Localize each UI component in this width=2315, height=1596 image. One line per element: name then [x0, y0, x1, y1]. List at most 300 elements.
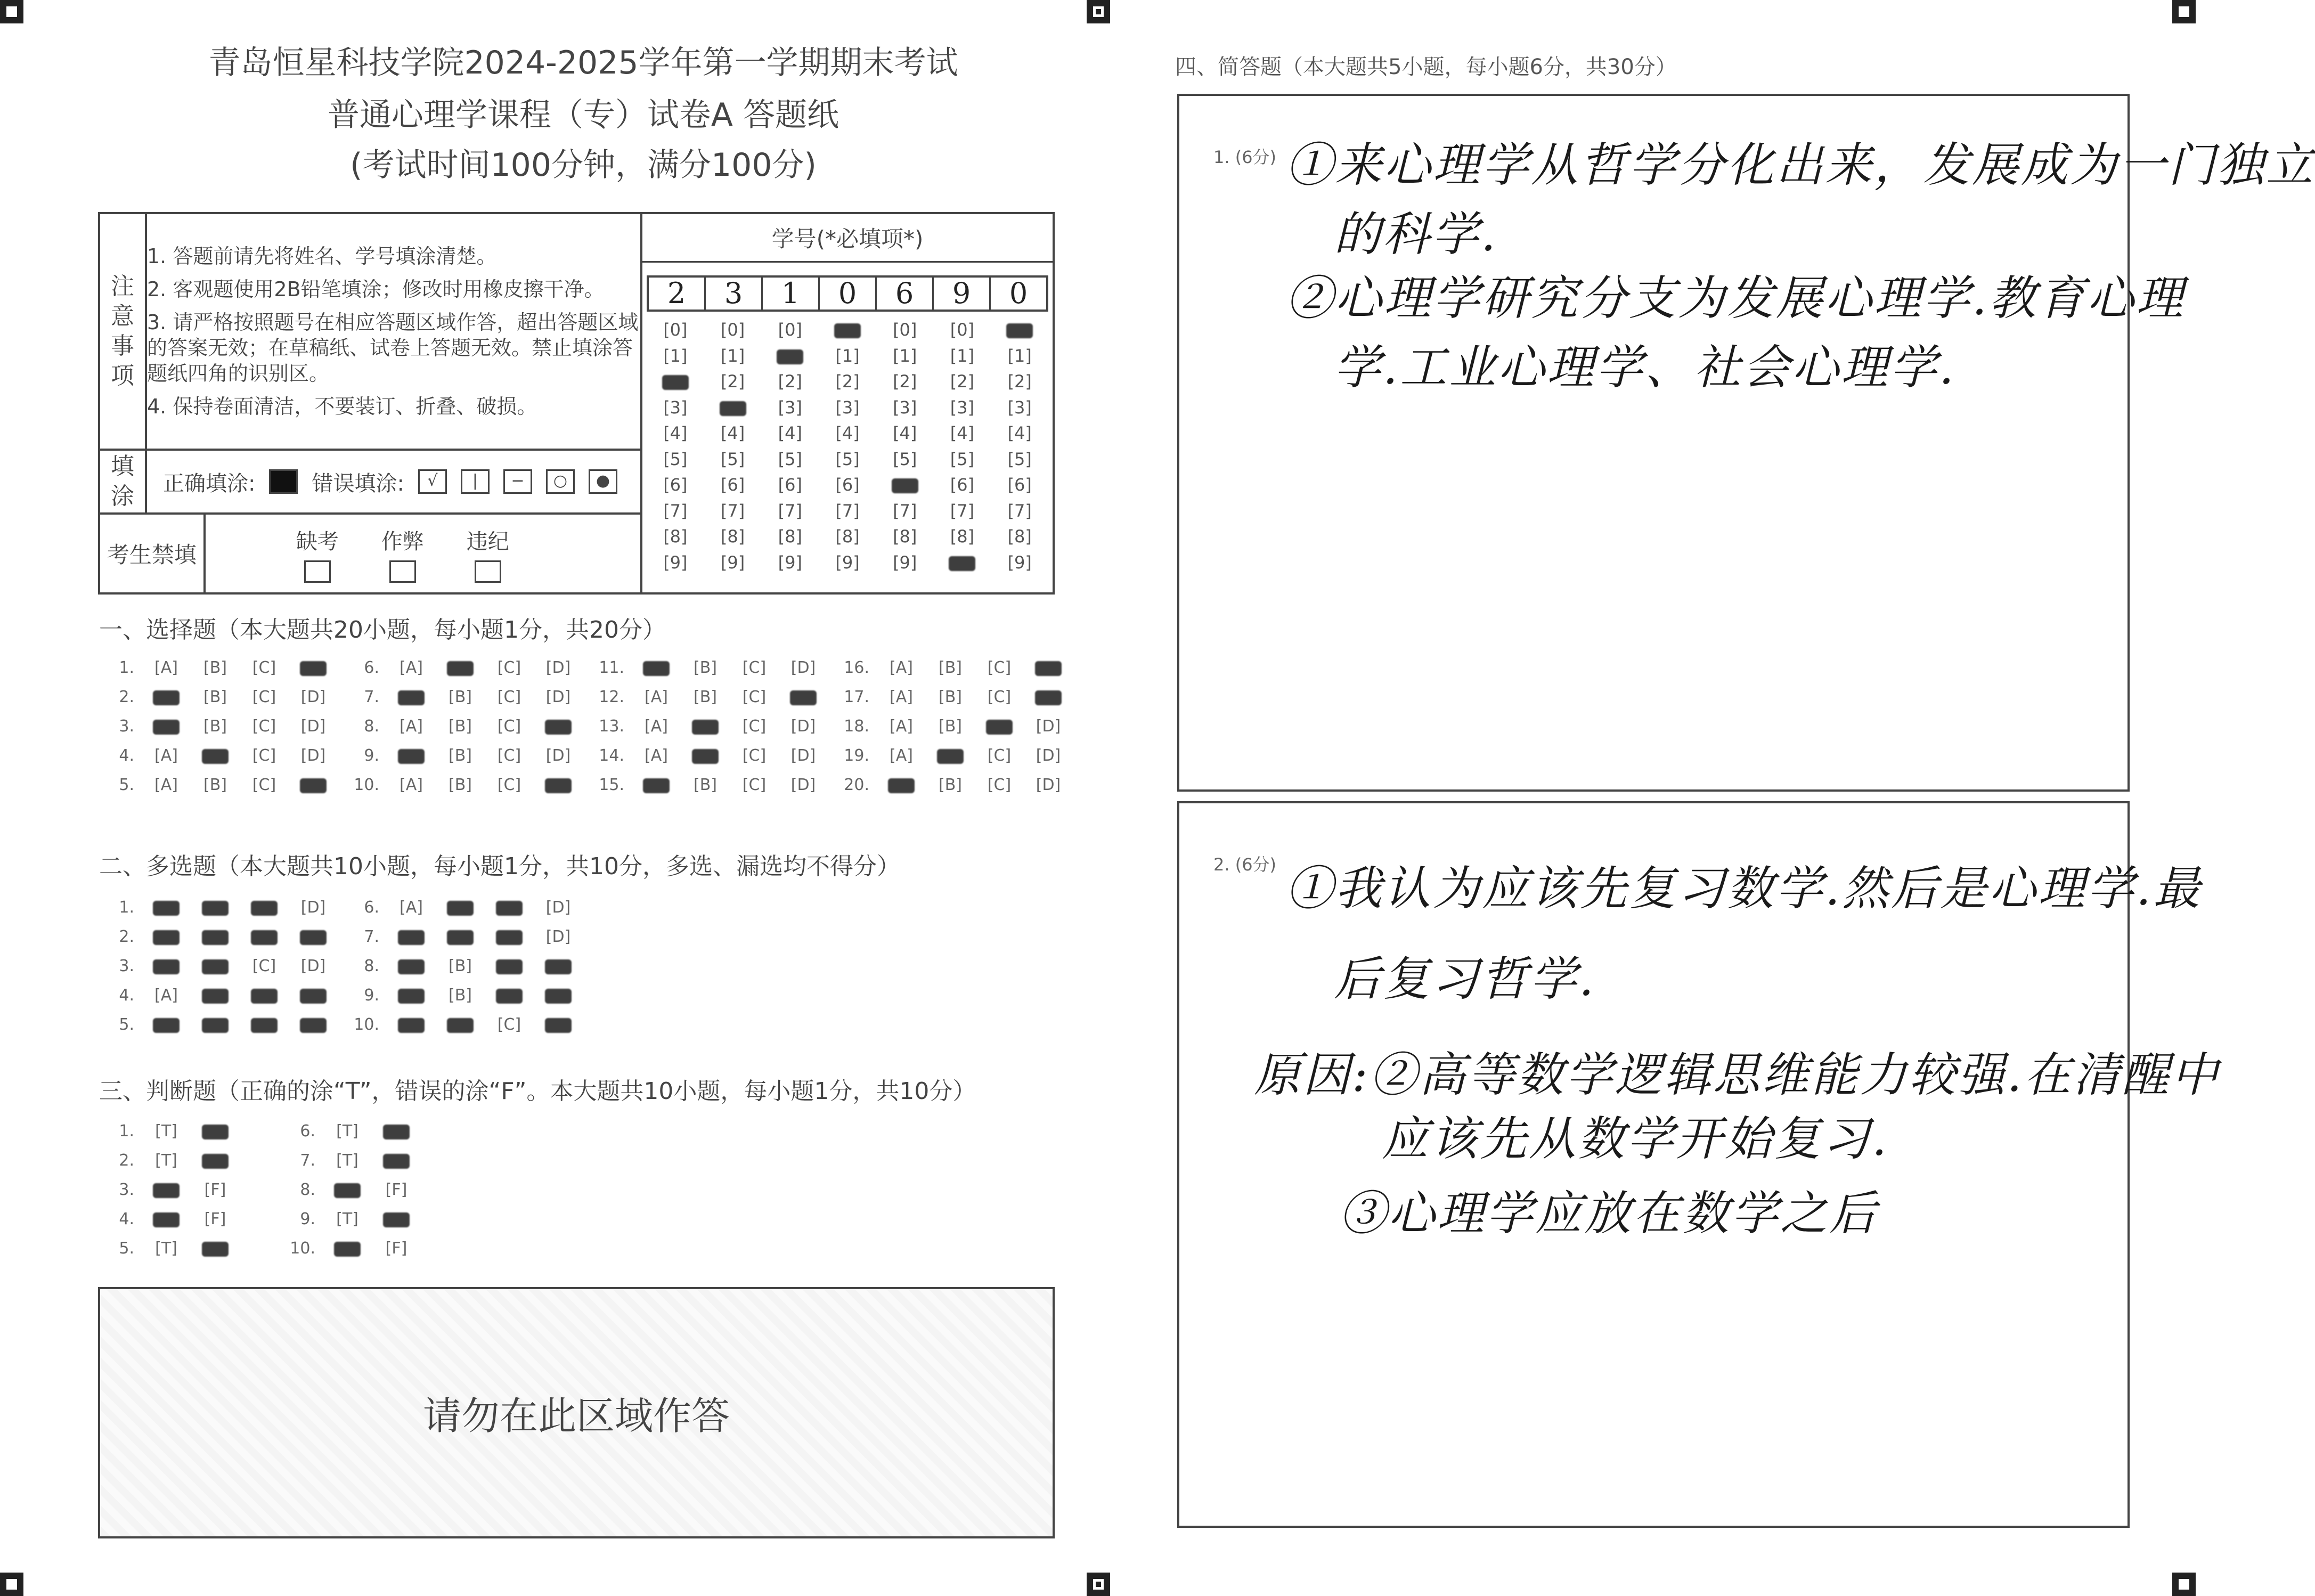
- option-bubble-filled[interactable]: [436, 1010, 485, 1039]
- notice-label: 注意事项: [99, 213, 146, 450]
- option-bubble-filled[interactable]: [436, 922, 485, 951]
- option-bubble[interactable]: [F]: [385, 1180, 407, 1199]
- option-bubble[interactable]: [D]: [545, 746, 571, 765]
- option-bubble[interactable]: [B]: [939, 688, 962, 706]
- option-bubble[interactable]: [D]: [1036, 746, 1061, 765]
- option-bubble-filled[interactable]: [436, 893, 485, 922]
- student-id-bubble[interactable]: [9]: [893, 552, 917, 573]
- student-id-bubble[interactable]: [2]: [835, 371, 860, 392]
- multi-choice-question: [346, 1010, 575, 1039]
- single-choice-question: [346, 770, 575, 800]
- student-id-bubble[interactable]: [8]: [893, 526, 917, 547]
- option-bubble-filled[interactable]: [681, 712, 730, 741]
- option-bubble[interactable]: [B]: [449, 746, 472, 765]
- option-bubble[interactable]: [A]: [400, 898, 423, 917]
- option-bubble-filled[interactable]: [323, 1234, 372, 1263]
- option-bubble-filled[interactable]: [975, 712, 1024, 741]
- option-bubble[interactable]: [F]: [204, 1180, 226, 1199]
- option-bubble[interactable]: [A]: [890, 658, 913, 677]
- question-number: 9.: [364, 986, 379, 1005]
- student-id-bubble[interactable]: [6]: [950, 475, 975, 495]
- option-bubble[interactable]: [D]: [545, 898, 571, 917]
- option-bubble[interactable]: [B]: [203, 717, 227, 736]
- student-id-bubble[interactable]: [7]: [778, 500, 802, 521]
- student-id-bubble[interactable]: [3]: [1007, 397, 1032, 418]
- student-id-bubble[interactable]: [1]: [950, 345, 975, 366]
- option-bubble[interactable]: [T]: [336, 1151, 358, 1170]
- fill-mark: [643, 778, 670, 793]
- student-id-bubble[interactable]: [9]: [835, 552, 860, 573]
- option-bubble[interactable]: [C]: [987, 746, 1012, 765]
- option-bubble-filled[interactable]: [534, 981, 583, 1010]
- student-id-bubble[interactable]: [4]: [778, 423, 802, 443]
- student-id-bubble[interactable]: [1]: [663, 345, 688, 366]
- single-choice-question: [836, 770, 1065, 800]
- student-id-bubble[interactable]: [2]: [893, 371, 917, 392]
- fill-mark: [334, 1242, 361, 1257]
- option-bubble-filled[interactable]: [142, 712, 191, 741]
- option-bubble[interactable]: [C]: [987, 658, 1012, 677]
- notice-item: 2. 客观题使用2B铅笔填涂；修改时用橡皮擦干净。: [147, 278, 605, 301]
- option-bubble[interactable]: [D]: [545, 658, 571, 677]
- option-bubble-filled[interactable]: [191, 1117, 240, 1146]
- option-bubble-filled[interactable]: [191, 1234, 240, 1263]
- option-bubble-filled[interactable]: [191, 1146, 240, 1175]
- student-id-digit[interactable]: 9: [934, 278, 991, 310]
- student-id-bubble[interactable]: [4]: [720, 423, 745, 443]
- student-id-bubble[interactable]: [7]: [1007, 500, 1032, 521]
- option-bubble[interactable]: [A]: [890, 746, 913, 765]
- student-id-bubble[interactable]: [8]: [1007, 526, 1032, 547]
- option-bubble[interactable]: [C]: [742, 717, 767, 736]
- student-id-digit[interactable]: 3: [706, 278, 763, 310]
- option-bubble[interactable]: [A]: [154, 776, 178, 794]
- option-bubble-filled[interactable]: [372, 1204, 421, 1234]
- option-bubble[interactable]: [C]: [252, 658, 276, 677]
- option-bubble[interactable]: [D]: [300, 717, 326, 736]
- student-id-bubble[interactable]: [1]: [1007, 345, 1032, 366]
- option-bubble-filled[interactable]: [387, 922, 436, 951]
- student-id-bubble[interactable]: [7]: [835, 500, 860, 521]
- option-bubble[interactable]: [B]: [203, 688, 227, 706]
- option-bubble[interactable]: [T]: [155, 1122, 177, 1141]
- student-id-bubble[interactable]: [9]: [663, 552, 688, 573]
- student-id-bubble-filled[interactable]: [934, 550, 991, 576]
- student-id-digit[interactable]: 6: [877, 278, 934, 310]
- question-number: 18.: [844, 717, 869, 736]
- student-id-bubble[interactable]: [4]: [663, 423, 688, 443]
- fill-mark: [447, 930, 474, 945]
- student-id-bubble[interactable]: [7]: [663, 500, 688, 521]
- student-id-bubble-filled[interactable]: [991, 317, 1048, 343]
- question-number: 15.: [599, 776, 624, 794]
- student-id-bubble[interactable]: [4]: [950, 423, 975, 443]
- option-bubble[interactable]: [A]: [400, 776, 423, 794]
- option-bubble[interactable]: [C]: [742, 658, 767, 677]
- option-bubble-filled[interactable]: [534, 951, 583, 981]
- option-bubble[interactable]: [C]: [497, 746, 521, 765]
- student-id-bubble[interactable]: [8]: [720, 526, 745, 547]
- student-id-bubble[interactable]: [5]: [720, 449, 745, 469]
- option-bubble-filled[interactable]: [372, 1117, 421, 1146]
- single-choice-question: [591, 682, 820, 712]
- option-bubble-filled[interactable]: [142, 922, 191, 951]
- student-id-bubble[interactable]: [4]: [835, 423, 860, 443]
- student-id-bubble[interactable]: [0]: [720, 320, 745, 340]
- option-bubble[interactable]: [A]: [645, 688, 668, 706]
- answer-box-q1[interactable]: [1177, 94, 2315, 792]
- single-choice-question: [591, 712, 820, 741]
- option-bubble-filled[interactable]: [142, 893, 191, 922]
- option-bubble[interactable]: [D]: [1036, 717, 1061, 736]
- student-id-bubble[interactable]: [2]: [1007, 371, 1032, 392]
- fill-mark: [892, 478, 918, 493]
- option-bubble[interactable]: [D]: [790, 746, 816, 765]
- single-choice-question: [346, 712, 575, 741]
- question-number: 2.: [119, 927, 134, 946]
- option-bubble[interactable]: [D]: [790, 717, 816, 736]
- fill-mark: [398, 959, 425, 974]
- question-number: 11.: [599, 658, 624, 677]
- student-id-bubble[interactable]: [8]: [663, 526, 688, 547]
- cheating-option[interactable]: 作弊: [381, 525, 424, 583]
- option-bubble[interactable]: [A]: [154, 746, 178, 765]
- option-bubble[interactable]: [B]: [449, 776, 472, 794]
- student-id-bubble[interactable]: [5]: [663, 449, 688, 469]
- student-id-bubble[interactable]: [3]: [663, 397, 688, 418]
- option-bubble-filled[interactable]: [1024, 653, 1073, 682]
- option-bubble[interactable]: [A]: [890, 717, 913, 736]
- option-bubble[interactable]: [D]: [300, 898, 326, 917]
- question-number: 6.: [364, 898, 379, 917]
- option-bubble-filled[interactable]: [485, 981, 534, 1010]
- option-bubble-filled[interactable]: [387, 951, 436, 981]
- info-table: [98, 212, 1055, 595]
- student-id-bubble-filled[interactable]: [876, 472, 934, 498]
- fill-mark: [300, 778, 327, 793]
- option-bubble-filled[interactable]: [387, 741, 436, 770]
- option-bubble-filled[interactable]: [142, 1204, 191, 1234]
- section3-answer-grid: [101, 1117, 447, 1263]
- option-bubble-filled[interactable]: [142, 1010, 191, 1039]
- student-id-title: 学号(*必填项*): [642, 214, 1053, 263]
- fill-mark: [202, 989, 229, 1004]
- fill-mark: [777, 349, 803, 364]
- option-bubble-filled[interactable]: [387, 682, 436, 712]
- option-bubble-filled[interactable]: [289, 981, 338, 1010]
- q2-handwriting-line: ①我认为应该先复习数学.然后是心理学.最: [1286, 861, 2202, 916]
- option-bubble[interactable]: [D]: [545, 927, 571, 946]
- corner-marker-bottom-right: [2172, 1573, 2196, 1596]
- true-false-question: [101, 1117, 266, 1146]
- option-bubble-filled[interactable]: [240, 1010, 289, 1039]
- true-false-question: [282, 1204, 447, 1234]
- student-id-bubble-filled[interactable]: [819, 317, 876, 343]
- option-bubble-filled[interactable]: [485, 922, 534, 951]
- correct-fill-example: [269, 469, 298, 494]
- option-bubble[interactable]: [C]: [497, 717, 521, 736]
- fill-mark: [153, 1212, 180, 1227]
- student-id-bubble[interactable]: [3]: [893, 397, 917, 418]
- option-bubble[interactable]: [A]: [154, 986, 178, 1005]
- violation-option[interactable]: 违纪: [467, 525, 509, 583]
- fill-mark: [251, 930, 278, 945]
- single-choice-question: [836, 653, 1065, 682]
- option-bubble-filled[interactable]: [534, 712, 583, 741]
- option-bubble[interactable]: [T]: [336, 1210, 358, 1228]
- no-answer-zone: 请勿在此区域作答: [98, 1287, 1055, 1538]
- fill-mark: [398, 690, 425, 705]
- student-id-bubble[interactable]: [6]: [778, 475, 802, 495]
- option-bubble[interactable]: [A]: [645, 717, 668, 736]
- single-choice-question: [101, 770, 330, 800]
- q2-handwriting-line: 原因:②高等数学逻辑思维能力较强.在清醒中: [1254, 1047, 2220, 1102]
- student-id-bubble[interactable]: [2]: [720, 371, 745, 392]
- option-bubble-filled[interactable]: [534, 770, 583, 800]
- option-bubble-filled[interactable]: [191, 981, 240, 1010]
- option-bubble[interactable]: [B]: [203, 658, 227, 677]
- option-bubble[interactable]: [D]: [790, 776, 816, 794]
- option-bubble-filled[interactable]: [779, 682, 828, 712]
- single-choice-question: [591, 741, 820, 770]
- option-bubble-filled[interactable]: [485, 951, 534, 981]
- fill-mark: [153, 901, 180, 916]
- student-id-bubble[interactable]: [0]: [950, 320, 975, 340]
- option-bubble-filled[interactable]: [240, 893, 289, 922]
- answer-box-q2[interactable]: [1177, 801, 2220, 1528]
- option-bubble[interactable]: [B]: [449, 717, 472, 736]
- option-bubble-filled[interactable]: [289, 653, 338, 682]
- option-bubble[interactable]: [A]: [400, 658, 423, 677]
- option-bubble-filled[interactable]: [926, 741, 975, 770]
- examiner-only-label: 考生禁填: [99, 514, 205, 593]
- option-bubble[interactable]: [D]: [1036, 776, 1061, 794]
- option-bubble-filled[interactable]: [289, 922, 338, 951]
- option-bubble-filled[interactable]: [372, 1146, 421, 1175]
- option-bubble-filled[interactable]: [632, 770, 681, 800]
- student-id-bubble[interactable]: [1]: [893, 345, 917, 366]
- option-bubble-filled[interactable]: [191, 741, 240, 770]
- student-id-bubble[interactable]: [0]: [663, 320, 688, 340]
- option-bubble-filled[interactable]: [191, 1010, 240, 1039]
- student-id-bubble[interactable]: [1]: [720, 345, 745, 366]
- option-bubble[interactable]: [C]: [497, 776, 521, 794]
- fill-mark: [496, 901, 523, 916]
- student-id-bubble[interactable]: [0]: [778, 320, 802, 340]
- option-bubble-filled[interactable]: [191, 893, 240, 922]
- student-id-bubble-filled[interactable]: [647, 369, 704, 395]
- question-number: 5.: [119, 776, 134, 794]
- student-id-bubble[interactable]: [4]: [1007, 423, 1032, 443]
- option-bubble[interactable]: [C]: [252, 957, 276, 975]
- student-id-digit[interactable]: 1: [763, 278, 820, 310]
- student-id-bubble[interactable]: [9]: [778, 552, 802, 573]
- fill-mark: [251, 901, 278, 916]
- option-bubble[interactable]: [B]: [939, 717, 962, 736]
- absent-option[interactable]: 缺考: [296, 525, 339, 583]
- student-id-bubble[interactable]: [8]: [835, 526, 860, 547]
- q1-handwriting-line: ②心理学研究分支为发展心理学.教育心理: [1286, 271, 2185, 325]
- option-bubble-filled[interactable]: [323, 1175, 372, 1204]
- student-id-digit[interactable]: 0: [820, 278, 877, 310]
- option-bubble[interactable]: [B]: [694, 776, 717, 794]
- option-bubble[interactable]: [A]: [400, 717, 423, 736]
- student-id-bubble[interactable]: [6]: [835, 475, 860, 495]
- option-bubble[interactable]: [B]: [449, 957, 472, 975]
- question-number: 7.: [300, 1151, 315, 1170]
- option-bubble[interactable]: [B]: [939, 776, 962, 794]
- option-bubble[interactable]: [A]: [645, 746, 668, 765]
- option-bubble-filled[interactable]: [142, 682, 191, 712]
- student-id-bubble[interactable]: [7]: [893, 500, 917, 521]
- option-bubble[interactable]: [B]: [203, 776, 227, 794]
- option-bubble[interactable]: [T]: [155, 1151, 177, 1170]
- option-bubble[interactable]: [C]: [497, 1015, 521, 1034]
- fill-mark: [447, 661, 474, 676]
- student-id-bubble[interactable]: [5]: [778, 449, 802, 469]
- fill-mark: [202, 749, 229, 764]
- option-bubble[interactable]: [F]: [385, 1239, 407, 1258]
- option-bubble[interactable]: [B]: [694, 658, 717, 677]
- student-id-bubble[interactable]: [9]: [1007, 552, 1032, 573]
- option-bubble[interactable]: [D]: [300, 746, 326, 765]
- student-id-bubble[interactable]: [5]: [1007, 449, 1032, 469]
- option-bubble[interactable]: [A]: [890, 688, 913, 706]
- student-id-bubble[interactable]: [0]: [893, 320, 917, 340]
- option-bubble-filled[interactable]: [289, 770, 338, 800]
- option-bubble[interactable]: [B]: [449, 688, 472, 706]
- option-bubble[interactable]: [D]: [300, 957, 326, 975]
- fill-mark: [398, 749, 425, 764]
- student-id-bubble-column: [761, 317, 819, 575]
- student-id-bubble[interactable]: [1]: [835, 345, 860, 366]
- fill-mark: [153, 1018, 180, 1033]
- option-bubble-filled[interactable]: [289, 1010, 338, 1039]
- student-id-bubble[interactable]: [2]: [778, 371, 802, 392]
- student-id-bubble[interactable]: [2]: [950, 371, 975, 392]
- option-bubble[interactable]: [C]: [742, 746, 767, 765]
- student-id-bubble[interactable]: [6]: [1007, 475, 1032, 495]
- option-bubble[interactable]: [C]: [987, 776, 1012, 794]
- option-bubble[interactable]: [F]: [204, 1210, 226, 1228]
- student-id-bubble[interactable]: [8]: [778, 526, 802, 547]
- option-bubble-filled[interactable]: [240, 981, 289, 1010]
- option-bubble[interactable]: [C]: [497, 688, 521, 706]
- student-id-bubble[interactable]: [7]: [720, 500, 745, 521]
- student-id-bubble[interactable]: [7]: [950, 500, 975, 521]
- student-id-bubble[interactable]: [5]: [835, 449, 860, 469]
- fill-mark: [496, 989, 523, 1004]
- option-bubble[interactable]: [T]: [155, 1239, 177, 1258]
- question-number: 4.: [119, 746, 134, 765]
- option-bubble-filled[interactable]: [877, 770, 926, 800]
- option-bubble[interactable]: [C]: [252, 776, 276, 794]
- student-id-bubble-column: [647, 317, 704, 575]
- multi-choice-question: [101, 951, 330, 981]
- fill-mark: [545, 720, 572, 735]
- student-id-panel: [641, 213, 1054, 593]
- true-false-question: [282, 1117, 447, 1146]
- corner-marker-top-center: [1087, 0, 1110, 23]
- question-number: 19.: [844, 746, 869, 765]
- fill-mark: [447, 901, 474, 916]
- option-bubble-filled[interactable]: [387, 1010, 436, 1039]
- option-bubble[interactable]: [C]: [742, 776, 767, 794]
- student-id-bubble[interactable]: [5]: [893, 449, 917, 469]
- option-bubble[interactable]: [C]: [497, 658, 521, 677]
- option-bubble-filled[interactable]: [632, 653, 681, 682]
- option-bubble-filled[interactable]: [191, 922, 240, 951]
- fill-mark: [1035, 661, 1062, 676]
- student-id-bubble[interactable]: [6]: [663, 475, 688, 495]
- option-bubble[interactable]: [D]: [300, 688, 326, 706]
- student-id-bubble-filled[interactable]: [704, 395, 762, 421]
- option-bubble-filled[interactable]: [387, 981, 436, 1010]
- student-id-bubble-filled[interactable]: [761, 343, 819, 369]
- option-bubble[interactable]: [A]: [154, 658, 178, 677]
- q2-handwriting-line: 应该先从数学开始复习.: [1382, 1111, 1889, 1166]
- option-bubble[interactable]: [B]: [939, 658, 962, 677]
- option-bubble-filled[interactable]: [681, 741, 730, 770]
- student-id-bubble[interactable]: [3]: [778, 397, 802, 418]
- option-bubble[interactable]: [C]: [742, 688, 767, 706]
- option-bubble[interactable]: [C]: [252, 746, 276, 765]
- fill-mark: [398, 989, 425, 1004]
- option-bubble[interactable]: [C]: [252, 688, 276, 706]
- option-bubble-filled[interactable]: [485, 893, 534, 922]
- option-bubble[interactable]: [C]: [987, 688, 1012, 706]
- wrong-fill-label: 错误填涂:: [312, 471, 404, 496]
- option-bubble[interactable]: [B]: [694, 688, 717, 706]
- option-bubble-filled[interactable]: [240, 922, 289, 951]
- option-bubble[interactable]: [C]: [252, 717, 276, 736]
- option-bubble-filled[interactable]: [142, 951, 191, 981]
- fill-mark: [496, 959, 523, 974]
- option-bubble[interactable]: [T]: [336, 1122, 358, 1141]
- student-id-bubble[interactable]: [3]: [950, 397, 975, 418]
- notice-item: 1. 答题前请先将姓名、学号填涂清楚。: [147, 245, 497, 268]
- student-id-bubble[interactable]: [6]: [720, 475, 745, 495]
- single-choice-question: [346, 741, 575, 770]
- fill-mark: [300, 1018, 327, 1033]
- option-bubble-filled[interactable]: [436, 653, 485, 682]
- option-bubble-filled[interactable]: [142, 1175, 191, 1204]
- student-id-bubble[interactable]: [9]: [720, 552, 745, 573]
- question-number: 4.: [119, 1210, 134, 1228]
- corner-marker-bottom-center: [1087, 1573, 1110, 1596]
- wrong-fill-example: ○: [546, 469, 575, 494]
- question-number: 3.: [119, 1180, 134, 1199]
- multi-choice-question: [101, 1010, 330, 1039]
- student-id-bubble[interactable]: [5]: [950, 449, 975, 469]
- section1-title: 一、选择题（本大题共20小题，每小题1分，共20分）: [99, 616, 666, 644]
- student-id-digit[interactable]: 2: [649, 278, 706, 310]
- option-bubble[interactable]: [D]: [545, 688, 571, 706]
- multi-choice-question: [101, 981, 330, 1010]
- student-id-bubble[interactable]: [8]: [950, 526, 975, 547]
- student-id-digit[interactable]: 0: [1009, 276, 1028, 310]
- option-bubble-filled[interactable]: [191, 951, 240, 981]
- multi-choice-question: [346, 951, 575, 981]
- student-id-bubble[interactable]: [4]: [893, 423, 917, 443]
- option-bubble-filled[interactable]: [1024, 682, 1073, 712]
- option-bubble-filled[interactable]: [534, 1010, 583, 1039]
- single-choice-question: [346, 653, 575, 682]
- true-false-question: [101, 1175, 266, 1204]
- student-id-bubble[interactable]: [3]: [835, 397, 860, 418]
- option-bubble[interactable]: [B]: [449, 986, 472, 1005]
- option-bubble[interactable]: [D]: [790, 658, 816, 677]
